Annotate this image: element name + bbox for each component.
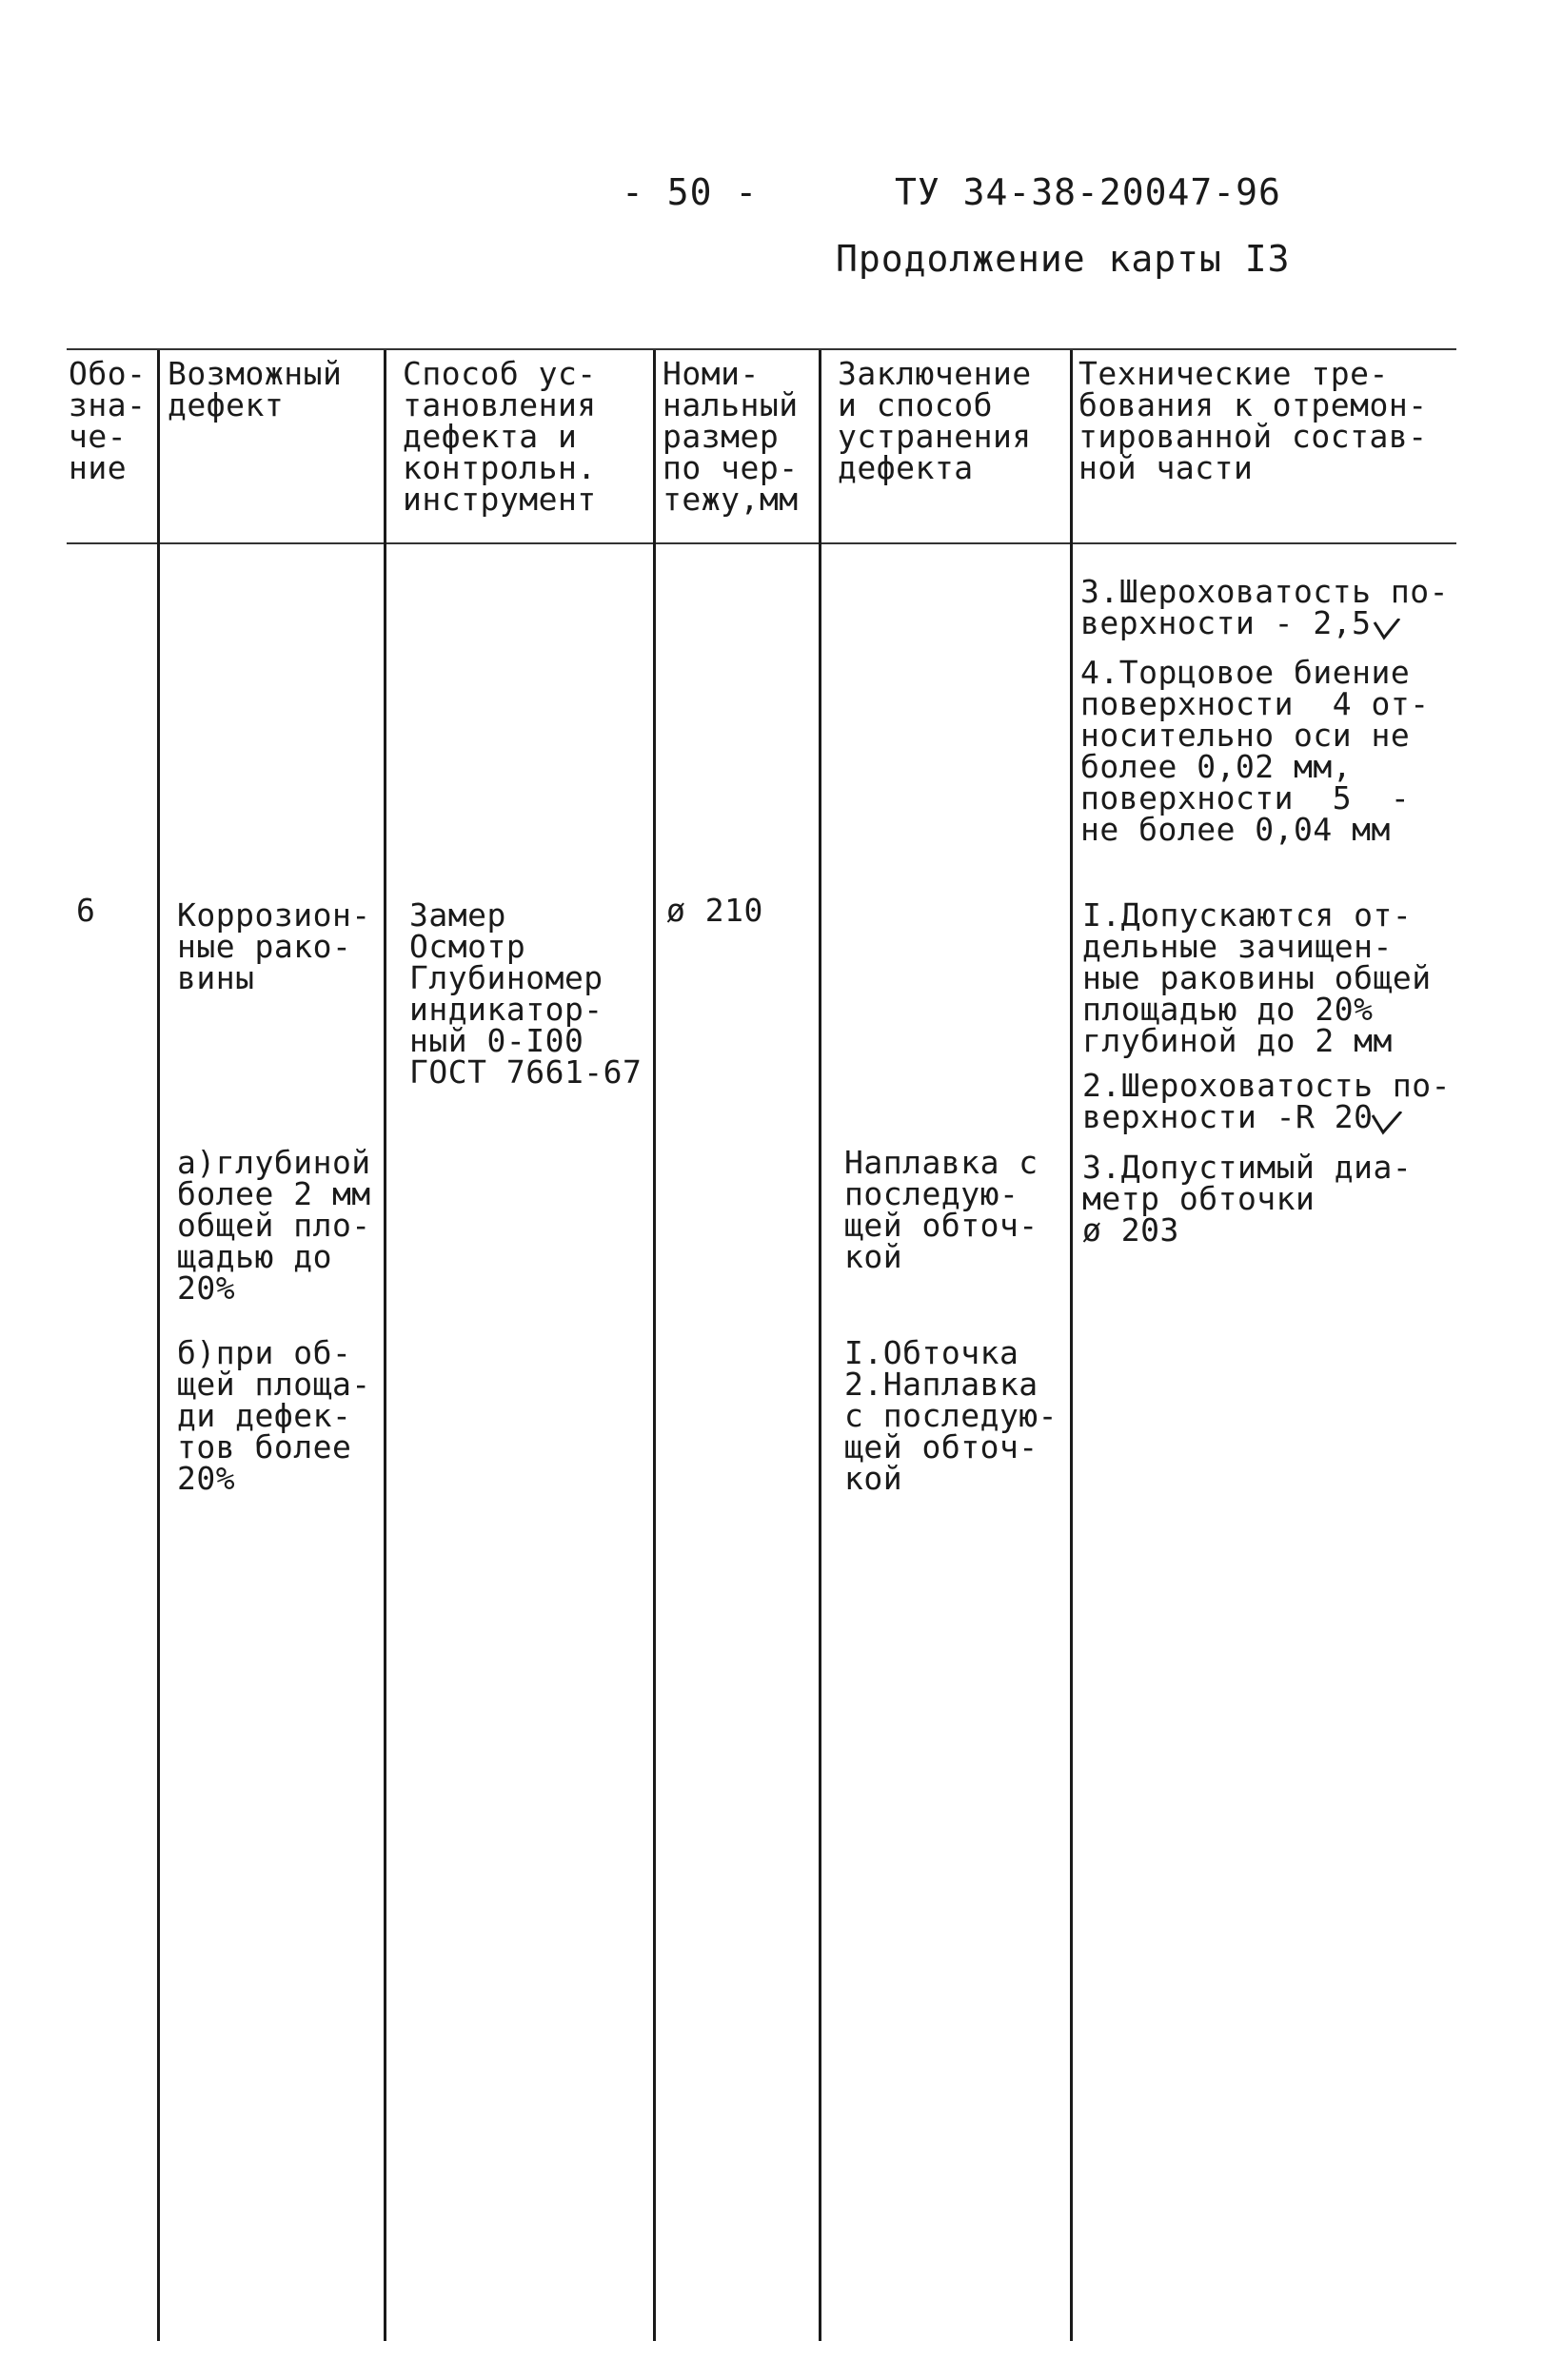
continuation-title: Продолжение карты I3 <box>836 238 1291 280</box>
remedy-b: I.Обточка 2.Наплавка с последую- щей обточ- кой <box>844 1334 1058 1497</box>
sub-defect-b: б)при об- щей площа- ди дефек- тов более 20% <box>177 1334 371 1497</box>
remedy-a: Наплавка с последую- щей обточ- кой <box>844 1144 1039 1275</box>
sub-defect-a: а)глубиной более 2 мм общей пло- щадью до 20% <box>177 1144 371 1307</box>
header-designation: Обо- зна- че- ние <box>69 355 147 486</box>
header-nominal-size: Номи- нальный размер по чер- тежу,мм <box>663 355 799 518</box>
requirement-item: I.Допускаются от- дельные зачищен- ные раковины общей площадью до 20% глубиной до 2 мм <box>1082 896 1432 1059</box>
header-method: Способ ус- тановления дефекта и контрольн. инструмент <box>403 355 597 518</box>
column-divider <box>384 350 386 2341</box>
roughness-mark-icon <box>1373 619 1401 641</box>
requirement-item: 4.Торцовое биение поверхности 4 от- носительно оси не более 0,02 мм, поверхности 5 - не более 0,04 мм <box>1080 654 1430 848</box>
header-bottom-border <box>67 542 1456 544</box>
requirement-item: 3.Шероховатость по- верхности - 2,5 <box>1080 573 1449 641</box>
column-divider <box>819 350 821 2341</box>
roughness-mark-icon <box>1371 1111 1403 1136</box>
column-divider <box>1070 350 1073 2341</box>
nominal-size-cell: ø 210 <box>666 892 763 929</box>
table-top-border <box>67 348 1456 350</box>
header-remedy: Заключение и способ устранения дефекта <box>838 355 1032 486</box>
requirement-item: 3.Допустимый диа- метр обточки ø 203 <box>1082 1149 1413 1249</box>
column-divider <box>653 350 656 2341</box>
page-number: - 50 - <box>622 171 759 213</box>
requirement-item: 2.Шероховатость по- верхности -R 20 <box>1082 1067 1451 1135</box>
header-defect: Возможный дефект <box>168 355 343 423</box>
document-code: ТУ 34-38-20047-96 <box>895 171 1281 213</box>
defect-cell: Коррозион- ные рако- вины <box>177 896 371 996</box>
column-divider <box>157 350 160 2341</box>
designation-cell: 6 <box>76 892 96 929</box>
header-requirements: Технические тре- бования к отремон- тированной состав- ной части <box>1078 355 1428 486</box>
method-cell: Замер Осмотр Глубиномер индикатор- ный 0-I00 ГОСТ 7661-67 <box>409 896 643 1091</box>
